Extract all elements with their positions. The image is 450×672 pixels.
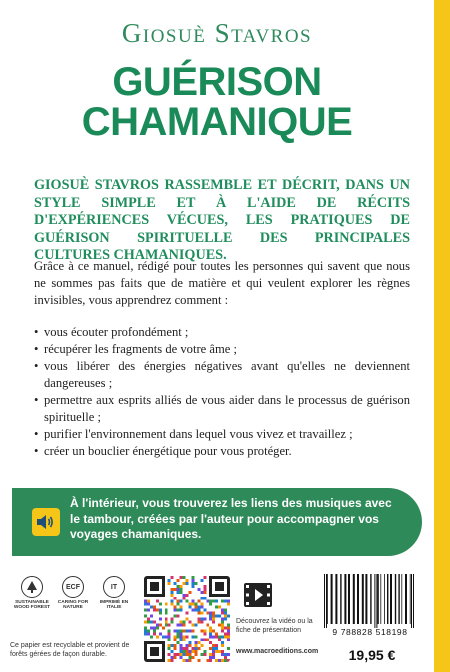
lead-paragraph: Grâce à ce manuel, rédigé pour toutes les personnes qui savent que nous ne sommes pas faits que de matière et qui veulent explorer les règnes invisibles, vous apprendrez comment : bbox=[34, 259, 410, 307]
publisher-website[interactable]: www.macroeditions.com bbox=[236, 648, 319, 655]
tree-icon bbox=[21, 576, 43, 598]
eco-badge-label: CARING FOR NATURE bbox=[57, 600, 89, 611]
list-item: • purifier l'environnement dans lequel vous vivez et travaillez ; bbox=[34, 426, 410, 443]
list-item: • vous libérer des énergies négatives avant qu'elles ne deviennent dangereuses ; bbox=[34, 358, 410, 392]
eco-note: Ce papier est recyclable et provient de forêts gérées de façon durable. bbox=[10, 642, 130, 658]
eco-badge bbox=[12, 576, 52, 611]
eco-badges bbox=[12, 576, 134, 636]
audio-callout-text: À l'intérieur, vous trouverez les liens des musiques avec le tambour, créées par l'auteur pour accompagner vos voyages chamaniques. bbox=[70, 496, 392, 541]
intro-paragraph: GIOSUÈ STAVROS RASSEMBLE ET DÉCRIT, DANS UN STYLE SIMPLE ET À L'AIDE DE RÉCITS D'EXPÉRIENCES VÉCUES, LES PRATIQUES DE GUÉRISON SPIRITUELLE DES PRINCIPALES CULTURES CHAMANIQUES. bbox=[34, 177, 410, 263]
italy-icon: IT bbox=[103, 576, 125, 598]
speaker-icon bbox=[32, 508, 60, 536]
eco-badge-label: SUSTAINABLE WOOD FOREST bbox=[13, 600, 51, 611]
book-title bbox=[0, 62, 434, 142]
eco-badge bbox=[94, 576, 134, 611]
qr-code[interactable] bbox=[144, 576, 230, 662]
list-item: • récupérer les fragments de votre âme ; bbox=[34, 341, 410, 358]
list-item: • créer un bouclier énergétique pour vous protéger. bbox=[34, 443, 410, 460]
title-line-2: CHAMANIQUE bbox=[81, 100, 353, 144]
spine-strip bbox=[434, 0, 450, 672]
benefit-list bbox=[34, 324, 410, 460]
author-name: Giosuè Stavros bbox=[121, 18, 313, 48]
audio-callout bbox=[12, 488, 422, 556]
ecf-icon: ECF bbox=[62, 576, 84, 598]
title-line-1: GUÉRISON bbox=[112, 60, 322, 104]
list-item: • vous écouter profondément ; bbox=[34, 324, 410, 341]
price-label: 19,95 € bbox=[348, 647, 396, 663]
footer-area bbox=[0, 570, 434, 672]
eco-badge-label: IMPRIMÉ EN ITALIE bbox=[99, 600, 129, 611]
video-caption: Découvrez la vidéo ou la fiche de présentation bbox=[236, 618, 313, 634]
isbn-barcode bbox=[318, 572, 422, 640]
list-item: • permettre aux esprits alliés de vous aider dans le processus de guérison spirituelle ; bbox=[34, 392, 410, 426]
barcode-digits: 9 788828 518198 bbox=[332, 627, 408, 637]
eco-badge bbox=[53, 576, 93, 611]
video-film-icon bbox=[243, 580, 273, 610]
